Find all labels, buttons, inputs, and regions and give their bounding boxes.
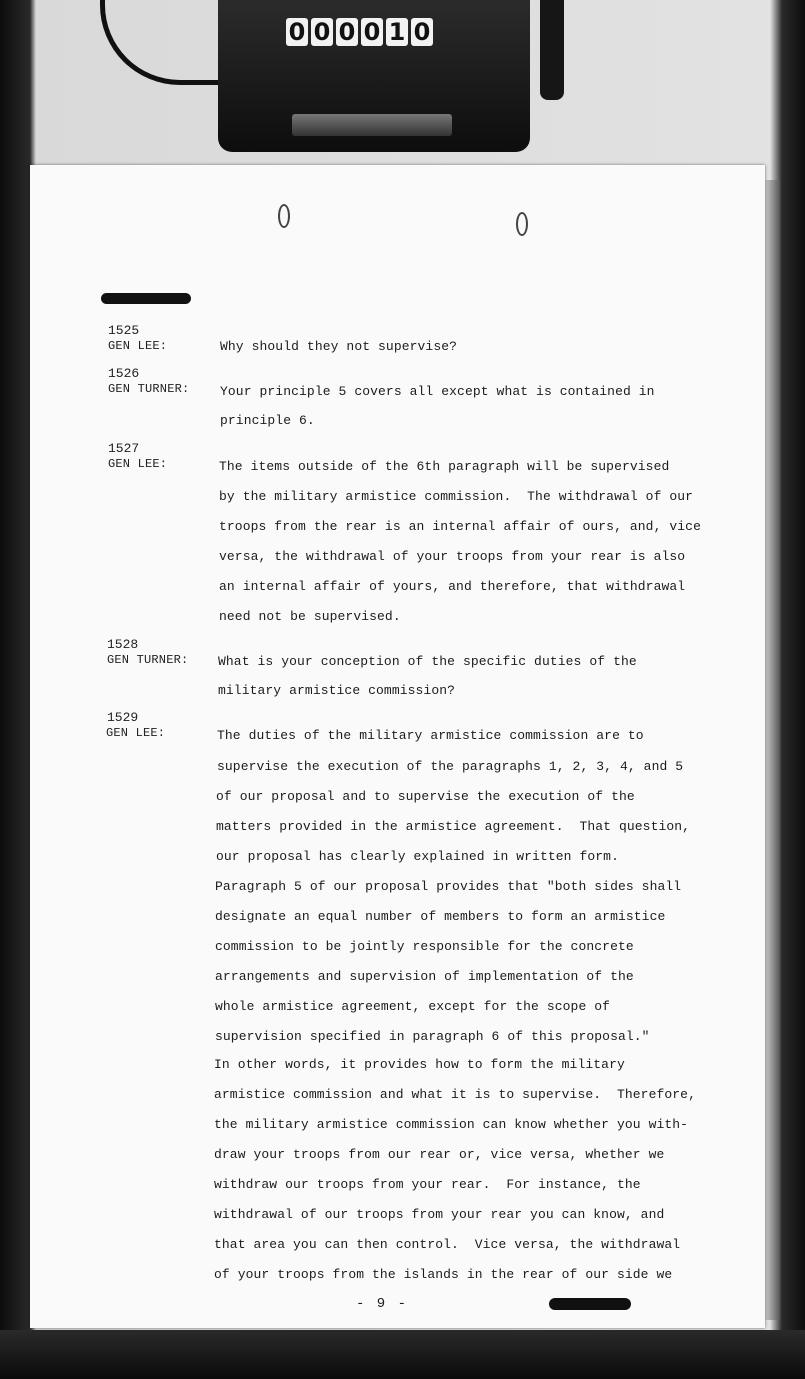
transcript-line: In other words, it provides how to form the military [214, 1057, 625, 1072]
transcript-line: whole armistice agreement, except for the scope of [215, 999, 611, 1014]
counter-digit: 0 [411, 18, 433, 46]
transcript-line: The duties of the military armistice commission are to [217, 728, 644, 743]
transcript-line: withdraw our troops from your rear. For instance, the [214, 1177, 641, 1192]
transcript-line: commission to be jointly responsible for the concrete [215, 939, 634, 954]
transcript-line: of your troops from the islands in the rear of our side we [214, 1267, 673, 1282]
page-number: - 9 - [356, 1296, 409, 1312]
redaction-mark [101, 293, 191, 304]
transcript-line: troops from the rear is an internal affair of ours, and, vice [219, 519, 701, 534]
speaker-label: GEN LEE: [108, 339, 168, 353]
transcript-line: the military armistice commission can know whether you with- [214, 1117, 689, 1132]
transcript-line: withdrawal of our troops from your rear you can know, and [214, 1207, 665, 1222]
counter-digit: 0 [336, 18, 358, 46]
transcript-line: arrangements and supervision of implementation of the [215, 969, 634, 984]
punch-hole-icon [516, 212, 528, 236]
transcript-line: our proposal has clearly explained in written form. [216, 849, 619, 864]
counter-digit: 0 [361, 18, 383, 46]
punch-hole-icon [278, 204, 290, 228]
counter-digit: 1 [386, 18, 408, 46]
transcript-line: designate an equal number of members to form an armistice [215, 909, 666, 924]
transcript-line: armistice commission and what it is to supervise. Therefore, [214, 1087, 696, 1102]
counter-knob [540, 0, 564, 100]
speaker-label: GEN TURNER: [107, 653, 189, 667]
entry-number: 1525 [108, 323, 140, 338]
redaction-mark [549, 1298, 631, 1310]
transcript-line: Paragraph 5 of our proposal provides that "both sides shall [215, 879, 682, 894]
speaker-label: GEN TURNER: [108, 382, 190, 396]
entry-number: 1526 [108, 366, 140, 381]
transcript-line: Your principle 5 covers all except what is contained in [220, 384, 655, 399]
film-bottom-band [0, 1330, 805, 1379]
transcript-line: an internal affair of yours, and therefore, that withdrawal [219, 579, 686, 594]
transcript-line: supervise the execution of the paragraphs 1, 2, 3, 4, and 5 [217, 759, 684, 774]
entry-number: 1529 [107, 710, 139, 725]
counter-digit: 0 [311, 18, 333, 46]
counter-slot [292, 114, 452, 136]
transcript-line: draw your troops from our rear or, vice versa, whether we [214, 1147, 665, 1162]
transcript-line: Why should they not supervise? [220, 339, 458, 354]
transcript-line: principle 6. [220, 413, 315, 428]
transcript-line: What is your conception of the specific duties of the [218, 654, 637, 669]
frame-counter-display [286, 18, 433, 46]
counter-digit: 0 [286, 18, 308, 46]
transcript-line: that area you can then control. Vice versa, the withdrawal [214, 1237, 681, 1252]
transcript-line: need not be supervised. [219, 609, 401, 624]
transcript-line: military armistice commission? [218, 683, 456, 698]
transcript-line: by the military armistice commission. The withdrawal of our [219, 489, 694, 504]
transcript-line: supervision specified in paragraph 6 of this proposal." [215, 1029, 650, 1044]
transcript-line: matters provided in the armistice agreement. That question, [216, 819, 691, 834]
speaker-label: GEN LEE: [106, 726, 166, 740]
speaker-label: GEN LEE: [108, 457, 168, 471]
entry-number: 1527 [108, 441, 140, 456]
transcript-line: versa, the withdrawal of your troops from your rear is also [219, 549, 686, 564]
entry-number: 1528 [107, 637, 139, 652]
transcript-line: of our proposal and to supervise the execution of the [216, 789, 635, 804]
transcript-line: The items outside of the 6th paragraph will be supervised [219, 459, 670, 474]
